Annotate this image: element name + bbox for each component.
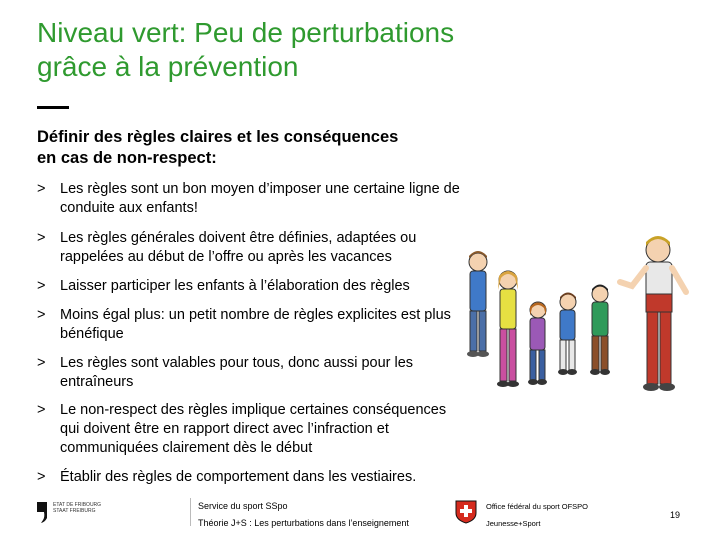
footer-theory-title: Théorie J+S : Les perturbations dans l’enseignement	[198, 518, 409, 528]
child-figure	[497, 271, 519, 387]
bullet-item	[37, 277, 467, 296]
title-line-1: Niveau vert: Peu de perturbations	[37, 17, 455, 48]
bullet-item	[37, 229, 467, 267]
footer-office-name: Office fédéral du sport OFSPO	[486, 502, 588, 511]
bullet-marker: >	[37, 402, 46, 418]
bullet-item	[37, 354, 467, 392]
footer-service	[198, 498, 409, 532]
child-figure	[528, 302, 547, 385]
child-figure	[558, 293, 577, 376]
children-with-coach-illustration	[460, 212, 710, 402]
bullet-text: Le non-respect des règles implique certaines conséquences qui doivent être en rapport direct avec l’infraction et communiquées clairement dès le début	[60, 402, 447, 456]
child-figure	[467, 251, 489, 357]
canton-line-1: ETAT DE FRIBOURG	[53, 502, 102, 508]
bullet-text: Laisser participer les enfants à l’élaboration des règles	[60, 278, 410, 294]
bullet-marker: >	[37, 307, 46, 323]
bullet-item	[37, 306, 467, 344]
slide-subtitle	[37, 127, 457, 169]
subtitle-line-1: Définir des règles claires et les conséquences	[37, 128, 399, 146]
title-line-2: grâce à la prévention	[37, 51, 299, 82]
footer-program-name: Jeunesse+Sport	[486, 519, 541, 528]
bullet-item	[37, 401, 467, 458]
footer-divider	[190, 498, 191, 526]
bullet-text: Établir des règles de comportement dans les vestiaires.	[60, 469, 417, 485]
bullet-text: Les règles sont valables pour tous, donc aussi pour les entraîneurs	[60, 355, 414, 390]
child-figure	[590, 285, 610, 376]
bullet-text: Les règles générales doivent être définies, adaptées ou rappelées au début de l’offre ou après les vacances	[60, 230, 417, 265]
bullet-item	[37, 180, 467, 218]
swiss-shield-icon	[455, 500, 477, 524]
bullet-marker: >	[37, 469, 46, 485]
bullet-marker: >	[37, 278, 46, 294]
bullet-text: Moins égal plus: un petit nombre de règles explicites est plus bénéfique	[60, 307, 451, 342]
canton-name	[53, 502, 123, 514]
bullet-text: Les règles sont un bon moyen d’imposer une certaine ligne de conduite aux enfants!	[60, 181, 460, 216]
bullet-item	[37, 468, 467, 487]
canton-fribourg-logo	[35, 500, 115, 530]
page-number: 19	[670, 510, 681, 520]
bullet-marker: >	[37, 181, 46, 197]
coach-figure	[620, 236, 686, 391]
canton-mark-icon	[35, 500, 51, 524]
title-underline	[37, 106, 69, 109]
footer-office	[486, 498, 588, 532]
footer-service-name: Service du sport SSpo	[198, 501, 288, 511]
bullet-marker: >	[37, 230, 46, 246]
slide-title	[37, 16, 637, 84]
canton-line-2: STAAT FREIBURG	[53, 508, 96, 514]
subtitle-line-2: en cas de non-respect:	[37, 149, 217, 167]
bullet-marker: >	[37, 355, 46, 371]
